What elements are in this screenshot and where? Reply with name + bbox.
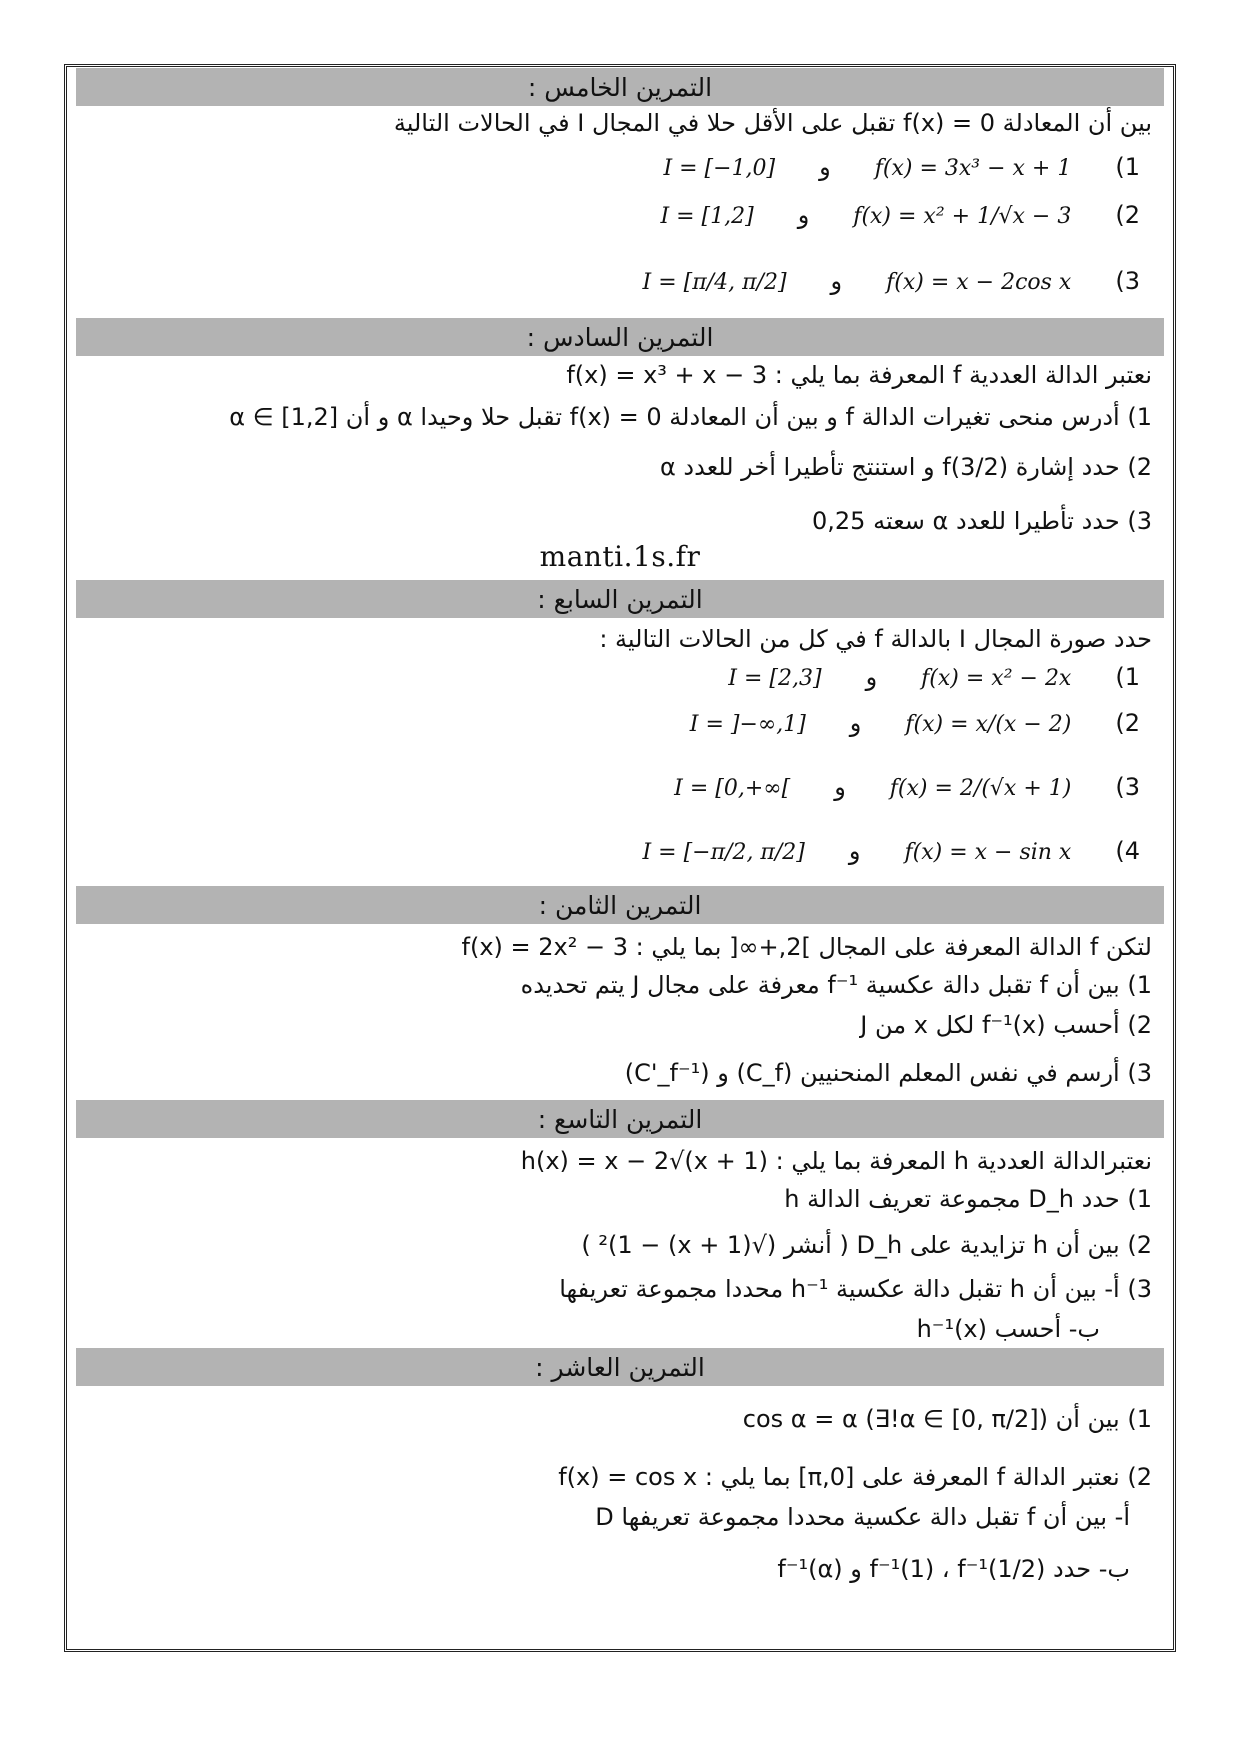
exercise-7-header — [76, 580, 1164, 618]
exercise-9-q2: 2) بين أن h تزايدية على D_h ( أنشر (√(x + 1) − 1)² ) — [581, 1231, 1152, 1259]
exercise-8-q2: 2) أحسب f⁻¹(x) لكل x من J — [860, 1011, 1152, 1039]
exercise-8-q1: 1) بين أن f تقبل دالة عكسية f⁻¹ معرفة على مجال J يتم تحديده — [520, 971, 1152, 999]
exercise-9-header — [76, 1100, 1164, 1138]
exercise-7-item-3: 3)f(x) = 2/(√x + 1)وI = [0,+∞[ — [674, 773, 1140, 801]
exercise-6-intro: نعتبر الدالة العددية f المعرفة بما يلي : f(x) = x³ + x − 3 — [566, 361, 1152, 389]
exercise-5-title: التمرين الخامس : — [527, 72, 713, 102]
exercise-9-q3b: ب- أحسب h⁻¹(x) — [916, 1315, 1100, 1343]
exercise-6-q2: 2) حدد إشارة f(3/2) و استنتج تأطيرا أخر للعدد α — [659, 453, 1152, 481]
exercise-10-q1: 1) بين أن cos α = α (∃!α ∈ [0, π/2]) — [742, 1405, 1152, 1433]
exercise-10-q2b: ب- حدد f⁻¹(1) ، f⁻¹(1/2) و f⁻¹(α) — [777, 1555, 1130, 1583]
exercise-6-q3: 3) حدد تأطيرا للعدد α سعته 0,25 — [812, 507, 1152, 535]
exercise-10-title: التمرين العاشر : — [535, 1352, 705, 1382]
exercise-10-q2: 2) نعتبر الدالة f المعرفة على [0,π] بما يلي : f(x) = cos x — [558, 1463, 1152, 1491]
exercise-7-item-1: 1)f(x) = x² − 2xوI = [2,3] — [728, 663, 1140, 691]
exercise-10-header — [76, 1348, 1164, 1386]
exercise-8-title: التمرين الثامن : — [538, 890, 702, 920]
exercise-9-title: التمرين التاسع : — [537, 1104, 703, 1134]
exercise-6-q1: 1) أدرس منحى تغيرات الدالة f و بين أن المعادلة f(x) = 0 تقبل حلا وحيدا α و أن α ∈ [1,2] — [229, 403, 1152, 431]
exercise-5-item-1: 1)f(x) = 3x³ − x + 1وI = [−1,0] — [663, 153, 1140, 181]
exercise-5-item-3: 3)f(x) = x − 2cos xوI = [π/4, π/2] — [642, 267, 1140, 295]
exercise-5-intro: بين أن المعادلة f(x) = 0 تقبل على الأقل حلا في المجال I في الحالات التالية — [393, 109, 1152, 137]
exercise-9-intro: نعتبرالدالة العددية h المعرفة بما يلي : h(x) = x − 2√(x + 1) — [520, 1147, 1152, 1175]
exercise-9-q3a: 3) أ- بين أن h تقبل دالة عكسية h⁻¹ محددا مجموعة تعريفها — [559, 1275, 1152, 1303]
exercise-8-q3: 3) أرسم في نفس المعلم المنحنيين (C_f) و (C'_f⁻¹) — [624, 1059, 1152, 1087]
exercise-10-q2a: أ- بين أن f تقبل دالة عكسية محددا مجموعة تعريفها D — [595, 1503, 1130, 1531]
exercise-6-title: التمرين السادس : — [526, 322, 714, 352]
website-watermark: manti.1s.fr — [539, 540, 701, 573]
exercise-5-header — [76, 68, 1164, 106]
exercise-7-item-4: 4)f(x) = x − sin xوI = [−π/2, π/2] — [642, 837, 1140, 865]
exercise-8-intro: لتكن f الدالة المعرفة على المجال ]2,+∞[ بما يلي : f(x) = 2x² − 3 — [461, 933, 1152, 961]
exercise-6-header — [76, 318, 1164, 356]
exercise-9-q1: 1) حدد D_h مجموعة تعريف الدالة h — [784, 1185, 1152, 1213]
exercise-7-item-2: 2)f(x) = x/(x − 2)وI = ]−∞,1] — [689, 709, 1140, 737]
exercise-7-intro: حدد صورة المجال I بالدالة f في كل من الحالات التالية : — [599, 625, 1152, 653]
exercise-5-item-2: 2)f(x) = x² + 1/√x − 3وI = [1,2] — [660, 201, 1140, 229]
exercise-7-title: التمرين السابع : — [537, 584, 703, 614]
exercise-8-header — [76, 886, 1164, 924]
